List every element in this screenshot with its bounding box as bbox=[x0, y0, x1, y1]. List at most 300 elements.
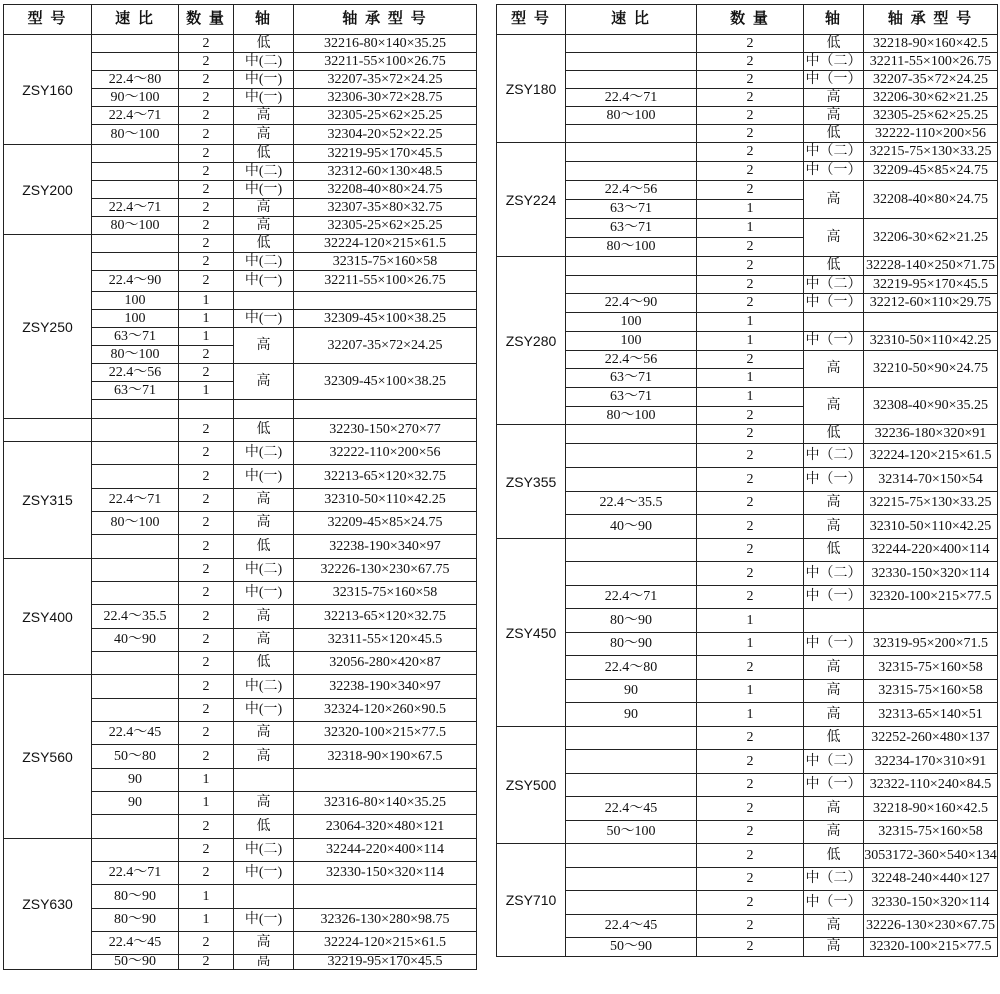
ratio-cell bbox=[92, 535, 179, 559]
header-quantity: 数 量 bbox=[179, 5, 234, 35]
bearing-cell: 32213-65×120×32.75 bbox=[294, 605, 477, 629]
model-cell: ZSY180 bbox=[497, 35, 566, 143]
ratio-cell: 100 bbox=[566, 332, 697, 351]
ratio-cell: 22.4～35.5 bbox=[92, 605, 179, 629]
quantity-cell: 2 bbox=[179, 71, 234, 89]
bearing-cell: 32219-95×170×45.5 bbox=[864, 276, 998, 294]
quantity-cell: 2 bbox=[179, 35, 234, 53]
shaft-cell: 低 bbox=[234, 815, 294, 839]
bearing-cell: 32228-140×250×71.75 bbox=[864, 257, 998, 276]
ratio-cell: 80～90 bbox=[566, 609, 697, 633]
bearing-cell: 32206-30×62×21.25 bbox=[864, 89, 998, 107]
quantity-cell: 1 bbox=[697, 369, 804, 388]
quantity-cell: 2 bbox=[697, 107, 804, 125]
header-ratio: 速 比 bbox=[566, 5, 697, 35]
bearing-cell: 32306-30×72×28.75 bbox=[294, 89, 477, 107]
bearing-cell: 32304-20×52×22.25 bbox=[294, 125, 477, 145]
quantity-cell: 2 bbox=[697, 444, 804, 468]
ratio-cell bbox=[92, 839, 179, 862]
quantity-cell: 1 bbox=[697, 609, 804, 633]
shaft-cell bbox=[234, 769, 294, 792]
model-cell: ZSY710 bbox=[497, 844, 566, 957]
shaft-cell bbox=[804, 609, 864, 633]
ratio-cell: 22.4～71 bbox=[92, 107, 179, 125]
ratio-cell: 63～71 bbox=[566, 388, 697, 407]
ratio-cell bbox=[92, 815, 179, 839]
right-bearing-table bbox=[496, 4, 998, 957]
quantity-cell: 2 bbox=[697, 891, 804, 915]
shaft-cell bbox=[804, 313, 864, 332]
shaft-cell: 高 bbox=[804, 821, 864, 844]
shaft-cell: 低 bbox=[804, 35, 864, 53]
bearing-cell: 32322-110×240×84.5 bbox=[864, 774, 998, 797]
ratio-cell bbox=[92, 145, 179, 163]
ratio-cell: 63～71 bbox=[92, 382, 179, 400]
ratio-cell: 50～90 bbox=[92, 955, 179, 970]
bearing-cell bbox=[294, 292, 477, 310]
shaft-cell: 高 bbox=[804, 219, 864, 257]
bearing-cell: 32207-35×72×24.25 bbox=[294, 328, 477, 364]
bearing-cell: 32209-45×85×24.75 bbox=[864, 162, 998, 181]
bearing-cell: 32207-35×72×24.25 bbox=[294, 71, 477, 89]
bearing-cell: 32212-60×110×29.75 bbox=[864, 294, 998, 313]
quantity-cell: 2 bbox=[697, 938, 804, 957]
quantity-cell: 1 bbox=[697, 388, 804, 407]
ratio-cell bbox=[92, 582, 179, 605]
quantity-cell: 2 bbox=[697, 586, 804, 609]
ratio-cell: 50～90 bbox=[566, 938, 697, 957]
quantity-cell bbox=[179, 400, 234, 419]
bearing-cell: 32305-25×62×25.25 bbox=[294, 217, 477, 235]
shaft-cell: 中（二） bbox=[804, 750, 864, 774]
shaft-cell bbox=[234, 400, 294, 419]
shaft-cell: 低 bbox=[804, 257, 864, 276]
shaft-cell: 高 bbox=[804, 492, 864, 515]
model-cell: ZSY450 bbox=[497, 539, 566, 727]
ratio-cell: 80～90 bbox=[566, 633, 697, 656]
bearing-cell: 32244-220×400×114 bbox=[864, 539, 998, 562]
quantity-cell: 2 bbox=[697, 868, 804, 891]
bearing-cell: 32219-95×170×45.5 bbox=[294, 145, 477, 163]
bearing-cell: 32330-150×320×114 bbox=[864, 562, 998, 586]
bearing-cell: 32314-70×150×54 bbox=[864, 468, 998, 492]
ratio-cell bbox=[92, 465, 179, 489]
bearing-cell: 32315-75×160×58 bbox=[864, 680, 998, 703]
shaft-cell: 低 bbox=[234, 145, 294, 163]
quantity-cell: 2 bbox=[179, 107, 234, 125]
bearing-cell: 32218-90×160×42.5 bbox=[864, 797, 998, 821]
shaft-cell: 高 bbox=[234, 629, 294, 652]
bearing-cell: 32309-45×100×38.25 bbox=[294, 310, 477, 328]
shaft-cell: 低 bbox=[234, 652, 294, 675]
ratio-cell bbox=[566, 750, 697, 774]
shaft-cell: 低 bbox=[234, 535, 294, 559]
quantity-cell: 1 bbox=[697, 200, 804, 219]
shaft-cell: 低 bbox=[234, 35, 294, 53]
ratio-cell: 22.4～71 bbox=[92, 862, 179, 885]
ratio-cell: 100 bbox=[92, 310, 179, 328]
shaft-cell bbox=[234, 885, 294, 909]
ratio-cell bbox=[92, 699, 179, 722]
model-cell: ZSY560 bbox=[4, 675, 92, 839]
shaft-cell: 高 bbox=[804, 703, 864, 727]
quantity-cell: 2 bbox=[179, 125, 234, 145]
quantity-cell: 2 bbox=[179, 652, 234, 675]
quantity-cell: 1 bbox=[697, 703, 804, 727]
shaft-cell: 中(二) bbox=[234, 253, 294, 271]
ratio-cell: 50～80 bbox=[92, 745, 179, 769]
shaft-cell: 高 bbox=[804, 915, 864, 938]
quantity-cell: 2 bbox=[179, 815, 234, 839]
bearing-cell: 32318-90×190×67.5 bbox=[294, 745, 477, 769]
quantity-cell: 2 bbox=[179, 839, 234, 862]
ratio-cell bbox=[566, 71, 697, 89]
shaft-cell: 中(一) bbox=[234, 271, 294, 292]
quantity-cell: 2 bbox=[697, 797, 804, 821]
ratio-cell bbox=[92, 53, 179, 71]
shaft-cell: 高 bbox=[234, 932, 294, 955]
shaft-cell: 高 bbox=[804, 107, 864, 125]
ratio-cell bbox=[566, 53, 697, 71]
quantity-cell: 2 bbox=[697, 515, 804, 539]
left-table-grid bbox=[3, 4, 477, 970]
bearing-cell: 32315-75×160×58 bbox=[864, 821, 998, 844]
quantity-cell: 2 bbox=[179, 235, 234, 253]
bearing-cell: 32320-100×215×77.5 bbox=[864, 586, 998, 609]
quantity-cell: 2 bbox=[179, 932, 234, 955]
ratio-cell bbox=[566, 257, 697, 276]
bearing-cell: 32310-50×110×42.25 bbox=[864, 515, 998, 539]
ratio-cell bbox=[92, 163, 179, 181]
bearing-cell: 32236-180×320×91 bbox=[864, 425, 998, 444]
bearing-cell: 32224-120×215×61.5 bbox=[294, 235, 477, 253]
bearing-cell: 32216-80×140×35.25 bbox=[294, 35, 477, 53]
ratio-cell: 80～100 bbox=[92, 512, 179, 535]
shaft-cell: 高 bbox=[234, 125, 294, 145]
bearing-cell bbox=[294, 769, 477, 792]
quantity-cell: 2 bbox=[179, 53, 234, 71]
bearing-cell bbox=[294, 400, 477, 419]
bearing-cell: 32248-240×440×127 bbox=[864, 868, 998, 891]
ratio-cell: 90～100 bbox=[92, 89, 179, 107]
model-cell: ZSY160 bbox=[4, 35, 92, 145]
header-quantity: 数 量 bbox=[697, 5, 804, 35]
shaft-cell: 中(一) bbox=[234, 582, 294, 605]
quantity-cell: 2 bbox=[179, 271, 234, 292]
quantity-cell: 2 bbox=[697, 915, 804, 938]
bearing-cell: 32215-75×130×33.25 bbox=[864, 492, 998, 515]
shaft-cell: 高 bbox=[234, 199, 294, 217]
bearing-cell: 32207-35×72×24.25 bbox=[864, 71, 998, 89]
bearing-cell: 32307-35×80×32.75 bbox=[294, 199, 477, 217]
bearing-cell: 32226-130×230×67.75 bbox=[864, 915, 998, 938]
header-model: 型 号 bbox=[4, 5, 92, 35]
quantity-cell: 1 bbox=[697, 633, 804, 656]
shaft-cell: 中(一) bbox=[234, 699, 294, 722]
quantity-cell: 1 bbox=[697, 313, 804, 332]
shaft-cell: 低 bbox=[804, 425, 864, 444]
ratio-cell bbox=[566, 539, 697, 562]
ratio-cell bbox=[566, 143, 697, 162]
model-cell: ZSY500 bbox=[497, 727, 566, 844]
bearing-cell: 32218-90×160×42.5 bbox=[864, 35, 998, 53]
quantity-cell: 2 bbox=[179, 862, 234, 885]
bearing-cell: 32224-120×215×61.5 bbox=[294, 932, 477, 955]
quantity-cell: 2 bbox=[697, 656, 804, 680]
quantity-cell: 2 bbox=[697, 844, 804, 868]
bearing-cell: 32226-130×230×67.75 bbox=[294, 559, 477, 582]
shaft-cell: 高 bbox=[804, 181, 864, 219]
shaft-cell: 中(一) bbox=[234, 71, 294, 89]
bearing-cell: 32326-130×280×98.75 bbox=[294, 909, 477, 932]
model-cell bbox=[4, 419, 92, 442]
bearing-cell: 32309-45×100×38.25 bbox=[294, 364, 477, 400]
quantity-cell: 2 bbox=[697, 125, 804, 143]
shaft-cell: 中（一） bbox=[804, 891, 864, 915]
shaft-cell: 低 bbox=[804, 125, 864, 143]
ratio-cell: 80～100 bbox=[92, 125, 179, 145]
ratio-cell: 80～100 bbox=[566, 238, 697, 257]
quantity-cell: 2 bbox=[179, 675, 234, 699]
ratio-cell: 22.4～45 bbox=[92, 722, 179, 745]
shaft-cell: 中（一） bbox=[804, 332, 864, 351]
ratio-cell: 22.4～80 bbox=[92, 71, 179, 89]
quantity-cell: 2 bbox=[697, 181, 804, 200]
bearing-cell: 32316-80×140×35.25 bbox=[294, 792, 477, 815]
shaft-cell: 中(二) bbox=[234, 675, 294, 699]
shaft-cell: 高 bbox=[804, 656, 864, 680]
bearing-cell: 32222-110×200×56 bbox=[294, 442, 477, 465]
ratio-cell: 80～100 bbox=[92, 346, 179, 364]
header-shaft: 轴 bbox=[234, 5, 294, 35]
shaft-cell: 高 bbox=[804, 89, 864, 107]
shaft-cell: 高 bbox=[804, 515, 864, 539]
bearing-cell: 32244-220×400×114 bbox=[294, 839, 477, 862]
bearing-cell: 32234-170×310×91 bbox=[864, 750, 998, 774]
ratio-cell bbox=[566, 125, 697, 143]
bearing-cell: 32238-190×340×97 bbox=[294, 535, 477, 559]
shaft-cell: 高 bbox=[234, 364, 294, 400]
ratio-cell: 90 bbox=[92, 792, 179, 815]
ratio-cell: 80～90 bbox=[92, 885, 179, 909]
bearing-cell: 32308-40×90×35.25 bbox=[864, 388, 998, 425]
ratio-cell bbox=[566, 162, 697, 181]
bearing-cell: 32206-30×62×21.25 bbox=[864, 219, 998, 257]
quantity-cell: 2 bbox=[179, 145, 234, 163]
model-cell: ZSY200 bbox=[4, 145, 92, 235]
shaft-cell: 低 bbox=[234, 235, 294, 253]
quantity-cell: 1 bbox=[179, 310, 234, 328]
ratio-cell bbox=[92, 559, 179, 582]
bearing-cell: 32211-55×100×26.75 bbox=[864, 53, 998, 71]
ratio-cell bbox=[92, 235, 179, 253]
shaft-cell: 中(二) bbox=[234, 442, 294, 465]
ratio-cell: 22.4～90 bbox=[566, 294, 697, 313]
ratio-cell bbox=[566, 444, 697, 468]
shaft-cell: 中（二） bbox=[804, 868, 864, 891]
ratio-cell: 40～90 bbox=[566, 515, 697, 539]
ratio-cell bbox=[566, 774, 697, 797]
quantity-cell: 2 bbox=[697, 562, 804, 586]
bearing-cell: 32305-25×62×25.25 bbox=[864, 107, 998, 125]
quantity-cell: 2 bbox=[697, 162, 804, 181]
quantity-cell: 2 bbox=[179, 745, 234, 769]
bearing-cell: 32313-65×140×51 bbox=[864, 703, 998, 727]
quantity-cell: 1 bbox=[179, 382, 234, 400]
ratio-cell: 63～71 bbox=[566, 219, 697, 238]
shaft-cell: 高 bbox=[234, 328, 294, 364]
shaft-cell: 中（一） bbox=[804, 774, 864, 797]
quantity-cell: 1 bbox=[179, 792, 234, 815]
ratio-cell: 63～71 bbox=[566, 200, 697, 219]
ratio-cell: 22.4～56 bbox=[92, 364, 179, 382]
shaft-cell: 高 bbox=[804, 351, 864, 388]
ratio-cell: 100 bbox=[566, 313, 697, 332]
shaft-cell: 高 bbox=[234, 722, 294, 745]
quantity-cell: 2 bbox=[179, 346, 234, 364]
ratio-cell: 63～71 bbox=[566, 369, 697, 388]
ratio-cell: 22.4～45 bbox=[92, 932, 179, 955]
bearing-cell: 32315-75×160×58 bbox=[294, 582, 477, 605]
shaft-cell: 低 bbox=[234, 419, 294, 442]
bearing-cell: 32222-110×200×56 bbox=[864, 125, 998, 143]
bearing-cell: 32310-50×110×42.25 bbox=[294, 489, 477, 512]
quantity-cell: 2 bbox=[179, 163, 234, 181]
bearing-cell: 32324-120×260×90.5 bbox=[294, 699, 477, 722]
ratio-cell: 90 bbox=[92, 769, 179, 792]
header-bearing: 轴 承 型 号 bbox=[294, 5, 477, 35]
quantity-cell: 2 bbox=[697, 407, 804, 425]
ratio-cell: 80～100 bbox=[566, 407, 697, 425]
quantity-cell: 1 bbox=[697, 680, 804, 703]
ratio-cell: 40～90 bbox=[92, 629, 179, 652]
ratio-cell: 22.4～45 bbox=[566, 915, 697, 938]
bearing-cell: 32213-65×120×32.75 bbox=[294, 465, 477, 489]
quantity-cell: 2 bbox=[179, 629, 234, 652]
right-table-grid bbox=[496, 4, 998, 957]
model-cell: ZSY250 bbox=[4, 235, 92, 419]
shaft-cell: 高 bbox=[804, 680, 864, 703]
model-cell: ZSY224 bbox=[497, 143, 566, 257]
bearing-cell: 23064-320×480×121 bbox=[294, 815, 477, 839]
bearing-cell: 32330-150×320×114 bbox=[294, 862, 477, 885]
quantity-cell: 2 bbox=[179, 955, 234, 970]
shaft-cell: 高 bbox=[804, 388, 864, 425]
bearing-cell: 32315-75×160×58 bbox=[294, 253, 477, 271]
model-cell: ZSY630 bbox=[4, 839, 92, 970]
shaft-cell: 中（一） bbox=[804, 294, 864, 313]
ratio-cell: 22.4～56 bbox=[566, 181, 697, 200]
ratio-cell bbox=[566, 891, 697, 915]
quantity-cell: 2 bbox=[697, 89, 804, 107]
quantity-cell: 2 bbox=[179, 605, 234, 629]
ratio-cell: 80～100 bbox=[566, 107, 697, 125]
shaft-cell: 中（二） bbox=[804, 53, 864, 71]
shaft-cell: 低 bbox=[804, 844, 864, 868]
shaft-cell: 低 bbox=[804, 539, 864, 562]
bearing-cell: 32319-95×200×71.5 bbox=[864, 633, 998, 656]
quantity-cell: 2 bbox=[179, 699, 234, 722]
quantity-cell: 2 bbox=[697, 53, 804, 71]
ratio-cell: 22.4～71 bbox=[566, 586, 697, 609]
quantity-cell: 2 bbox=[179, 512, 234, 535]
bearing-cell: 32238-190×340×97 bbox=[294, 675, 477, 699]
shaft-cell: 中(二) bbox=[234, 163, 294, 181]
quantity-cell: 2 bbox=[179, 364, 234, 382]
quantity-cell: 2 bbox=[697, 468, 804, 492]
shaft-cell: 低 bbox=[804, 727, 864, 750]
shaft-cell: 高 bbox=[234, 107, 294, 125]
quantity-cell: 2 bbox=[697, 143, 804, 162]
quantity-cell: 1 bbox=[697, 332, 804, 351]
ratio-cell: 22.4～56 bbox=[566, 351, 697, 369]
shaft-cell: 中(二) bbox=[234, 839, 294, 862]
quantity-cell: 2 bbox=[697, 821, 804, 844]
quantity-cell: 2 bbox=[179, 419, 234, 442]
shaft-cell: 高 bbox=[234, 955, 294, 970]
quantity-cell: 2 bbox=[179, 442, 234, 465]
ratio-cell bbox=[92, 400, 179, 419]
shaft-cell: 高 bbox=[234, 489, 294, 512]
model-cell: ZSY280 bbox=[497, 257, 566, 425]
bearing-cell: 32330-150×320×114 bbox=[864, 891, 998, 915]
quantity-cell: 1 bbox=[179, 769, 234, 792]
quantity-cell: 2 bbox=[179, 535, 234, 559]
bearing-cell: 32211-55×100×26.75 bbox=[294, 53, 477, 71]
bearing-cell: 32209-45×85×24.75 bbox=[294, 512, 477, 535]
quantity-cell: 2 bbox=[697, 539, 804, 562]
ratio-cell: 22.4～90 bbox=[92, 271, 179, 292]
quantity-cell: 2 bbox=[179, 199, 234, 217]
quantity-cell: 1 bbox=[697, 219, 804, 238]
bearing-cell: 32219-95×170×45.5 bbox=[294, 955, 477, 970]
ratio-cell: 22.4～80 bbox=[566, 656, 697, 680]
bearing-cell bbox=[294, 885, 477, 909]
bearing-cell: 32224-120×215×61.5 bbox=[864, 444, 998, 468]
quantity-cell: 2 bbox=[697, 238, 804, 257]
ratio-cell bbox=[566, 562, 697, 586]
ratio-cell: 22.4～71 bbox=[92, 489, 179, 512]
shaft-cell: 中(一) bbox=[234, 862, 294, 885]
quantity-cell: 2 bbox=[697, 425, 804, 444]
ratio-cell: 22.4～45 bbox=[566, 797, 697, 821]
ratio-cell bbox=[92, 181, 179, 199]
shaft-cell: 中（二） bbox=[804, 143, 864, 162]
shaft-cell: 中（二） bbox=[804, 562, 864, 586]
shaft-cell: 中(一) bbox=[234, 465, 294, 489]
quantity-cell: 2 bbox=[697, 257, 804, 276]
shaft-cell: 高 bbox=[234, 217, 294, 235]
ratio-cell bbox=[566, 868, 697, 891]
quantity-cell: 1 bbox=[179, 885, 234, 909]
left-bearing-table bbox=[3, 4, 477, 970]
bearing-cell: 32311-55×120×45.5 bbox=[294, 629, 477, 652]
bearing-cell: 32252-260×480×137 bbox=[864, 727, 998, 750]
bearing-cell: 32320-100×215×77.5 bbox=[864, 938, 998, 957]
quantity-cell: 2 bbox=[697, 35, 804, 53]
shaft-cell: 中（二） bbox=[804, 444, 864, 468]
bearing-cell: 32320-100×215×77.5 bbox=[294, 722, 477, 745]
bearing-cell bbox=[864, 609, 998, 633]
ratio-cell bbox=[92, 419, 179, 442]
bearing-cell: 32056-280×420×87 bbox=[294, 652, 477, 675]
shaft-cell: 中（一） bbox=[804, 468, 864, 492]
ratio-cell: 63～71 bbox=[92, 328, 179, 346]
ratio-cell bbox=[92, 442, 179, 465]
quantity-cell: 2 bbox=[179, 181, 234, 199]
shaft-cell: 中(二) bbox=[234, 559, 294, 582]
quantity-cell: 1 bbox=[179, 292, 234, 310]
